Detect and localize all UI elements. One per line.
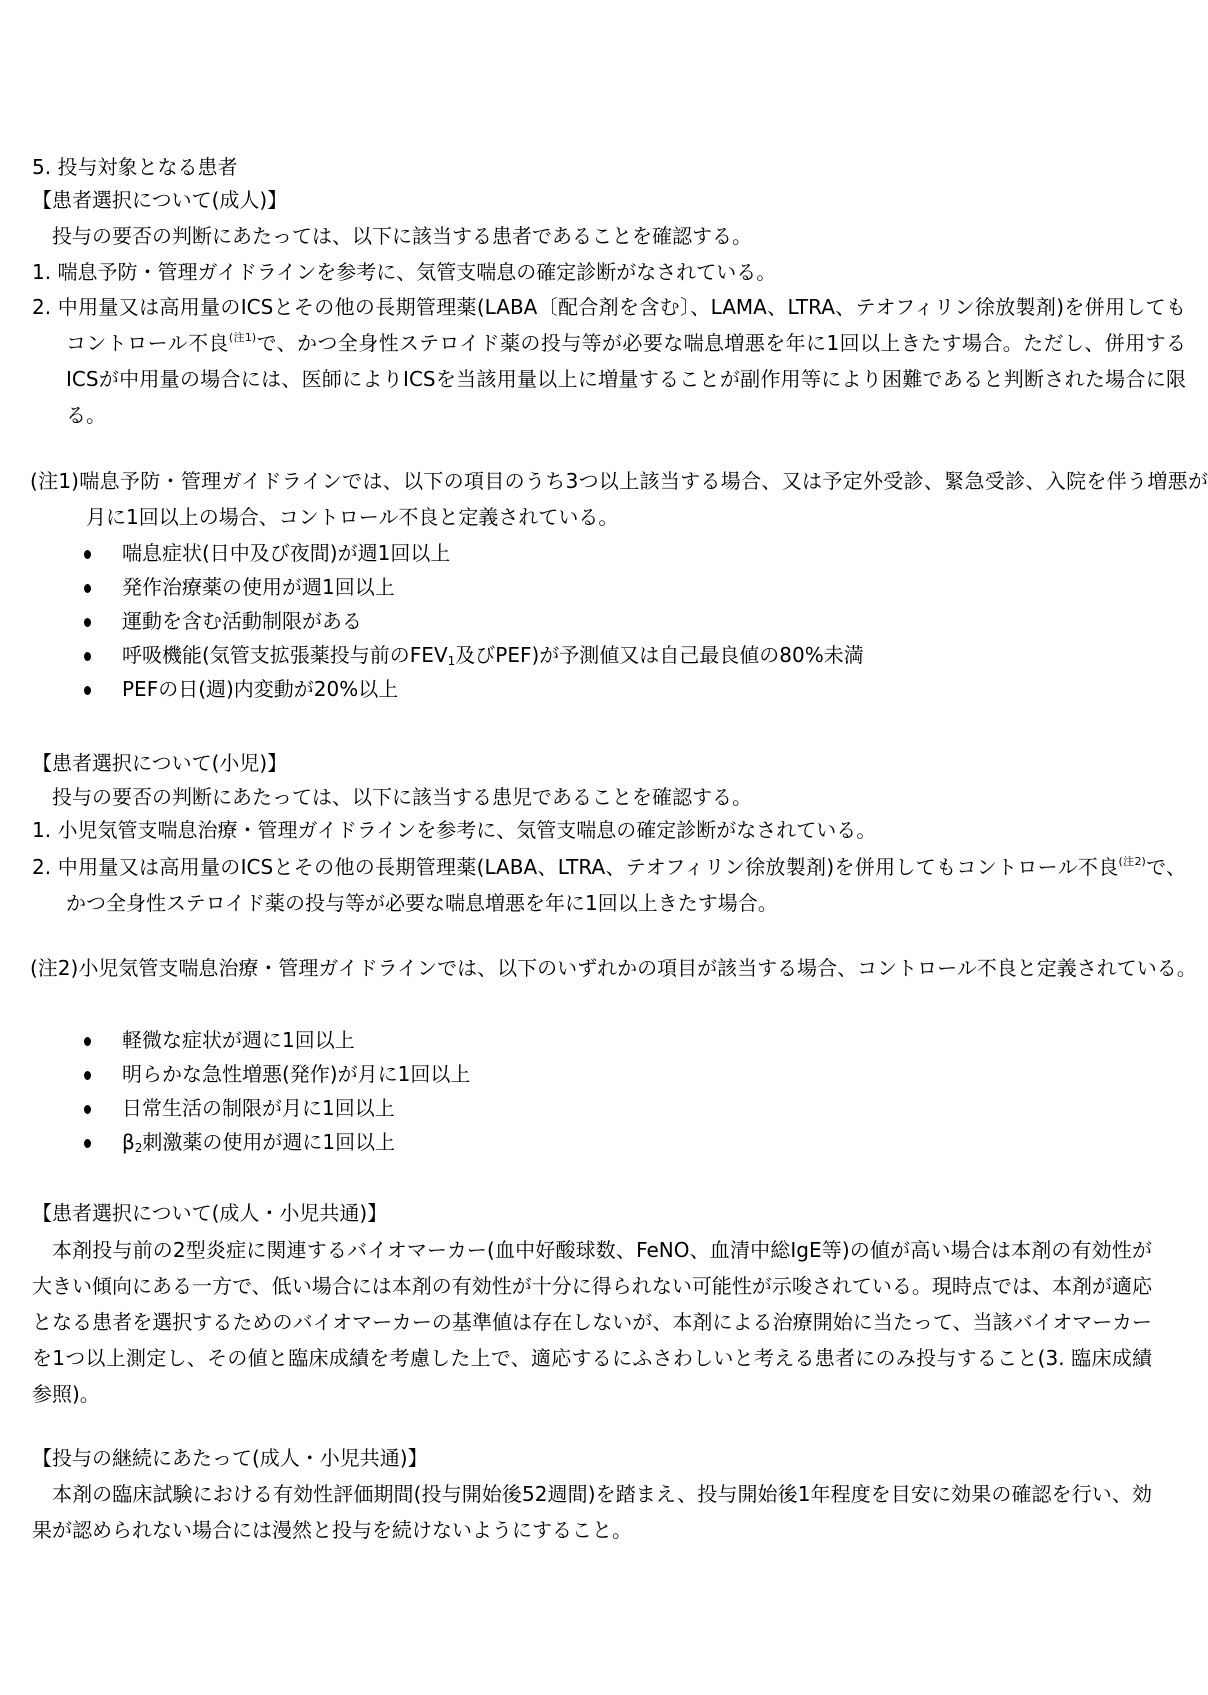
bullet-text: 呼吸機能(気管支拡張薬投与前のFEV bbox=[122, 643, 448, 667]
adult-bullet bbox=[84, 638, 1084, 672]
bullet-text: 刺激薬の使用が週に1回以上 bbox=[142, 1130, 396, 1154]
child-bullet bbox=[84, 1125, 1084, 1159]
adult-item-2-text-cont: で、かつ全身性ステロイド薬の投与等が必要な喘息増悪を年に1回以上きたす場合。ただし、併用するICSが中用量の場合には、医師によりICSを当該用量以上に増量することが副作用等により困難であると判断された場合に限る。 bbox=[66, 331, 1186, 427]
common-heading: 【患者選択について(成人・小児共通)】 bbox=[32, 1201, 388, 1225]
bullet-text: β bbox=[122, 1130, 135, 1154]
note-ref-2: (注2) bbox=[1118, 855, 1146, 868]
bullet-text: 発作治療薬の使用が週1回以上 bbox=[122, 575, 395, 599]
bullet-icon bbox=[84, 1037, 91, 1046]
bullet-icon bbox=[84, 618, 91, 627]
bullet-text: 日常生活の制限が月に1回以上 bbox=[122, 1096, 395, 1120]
child-item-2-text: 2. 中用量又は高用量のICSとその他の長期管理薬(LABA、LTRA、テオフィリン徐放製剤)を併用してもコントロール不良 bbox=[32, 855, 1119, 879]
bullet-icon bbox=[84, 1071, 91, 1080]
bullet-text: 軽微な症状が週に1回以上 bbox=[122, 1028, 355, 1052]
subscript: 2 bbox=[134, 1141, 143, 1155]
bullet-text: 及びPEF)が予測値又は自己最良値の80%未満 bbox=[455, 643, 864, 667]
adult-bullet bbox=[84, 536, 1084, 570]
adult-bullet bbox=[84, 570, 1084, 604]
adult-note-1: (注1)喘息予防・管理ガイドラインでは、以下の項目のうち3つ以上該当する場合、又は予定外受診、緊急受診、入院を伴う増悪が月に1回以上の場合、コントロール不良と定義されている。 bbox=[30, 469, 1208, 529]
adult-bullet bbox=[84, 604, 1084, 638]
adult-intro: 投与の要否の判断にあたっては、以下に該当する患者であることを確認する。 bbox=[52, 224, 752, 248]
adult-heading: 【患者選択について(成人)】 bbox=[32, 188, 288, 212]
child-heading: 【患者選択について(小児)】 bbox=[32, 751, 288, 775]
bullet-icon bbox=[84, 652, 91, 661]
bullet-text: 喘息症状(日中及び夜間)が週1回以上 bbox=[122, 541, 451, 565]
bullet-icon bbox=[84, 550, 91, 559]
child-item-2-text-cont: で、かつ全身性ステロイド薬の投与等が必要な喘息増悪を年に1回以上きたす場合。 bbox=[66, 855, 1186, 915]
adult-item-2-text: 2. 中用量又は高用量のICSとその他の長期管理薬(LABA〔配合剤を含む〕、LAMA、LTRA、テオフィリン徐放製剤)を併用してもコントロール不良 bbox=[32, 295, 1186, 355]
bullet-text: PEFの日(週)内変動が20%以上 bbox=[122, 677, 399, 701]
child-bullet bbox=[84, 1091, 1084, 1125]
child-item-2 bbox=[32, 849, 1186, 921]
adult-bullet bbox=[84, 672, 1084, 706]
bullet-icon bbox=[84, 686, 91, 695]
bullet-icon bbox=[84, 584, 91, 593]
adult-item-1: 1. 喘息予防・管理ガイドラインを参考に、気管支喘息の確定診断がなされている。 bbox=[32, 260, 777, 284]
continuation-heading: 【投与の継続にあたって(成人・小児共通)】 bbox=[32, 1446, 428, 1470]
bullet-icon bbox=[84, 1139, 91, 1148]
child-item-1: 1. 小児気管支喘息治療・管理ガイドラインを参考に、気管支喘息の確定診断がなされている。 bbox=[32, 818, 877, 842]
common-body: 本剤投与前の2型炎症に関連するバイオマーカー(血中好酸球数、FeNO、血清中総IgE等)の値が高い場合は本剤の有効性が大きい傾向にある一方で、低い場合には本剤の有効性が十分に得られない可能性が示唆されている。現時点では、本剤が適応となる患者を選択するためのバイオマーカーの基準値は存在しないが、本剤による治療開始に当たって、当該バイオマーカーを1つ以上測定し、その値と臨床成績を考慮した上で、適応するにふさわしいと考える患者にのみ投与すること(3. 臨床成績参照)。 bbox=[32, 1238, 1152, 1406]
note-ref-1: (注1) bbox=[228, 331, 257, 344]
continuation-body: 本剤の臨床試験における有効性評価期間(投与開始後52週間)を踏まえ、投与開始後1年程度を目安に効果の確認を行い、効果が認められない場合には漫然と投与を続けないようにすること。 bbox=[32, 1482, 1152, 1542]
child-note-2: (注2)小児気管支喘息治療・管理ガイドラインでは、以下のいずれかの項目が該当する場合、コントロール不良と定義されている。 bbox=[30, 956, 1197, 980]
section-title: 5. 投与対象となる患者 bbox=[32, 155, 238, 179]
subscript: 1 bbox=[447, 654, 456, 668]
child-intro: 投与の要否の判断にあたっては、以下に該当する患児であることを確認する。 bbox=[52, 785, 752, 809]
child-bullet bbox=[84, 1057, 1084, 1091]
adult-item-2 bbox=[32, 289, 1186, 433]
bullet-text: 明らかな急性増悪(発作)が月に1回以上 bbox=[122, 1062, 471, 1086]
child-bullet bbox=[84, 1023, 1084, 1057]
bullet-icon bbox=[84, 1105, 91, 1114]
bullet-text: 運動を含む活動制限がある bbox=[122, 609, 362, 633]
